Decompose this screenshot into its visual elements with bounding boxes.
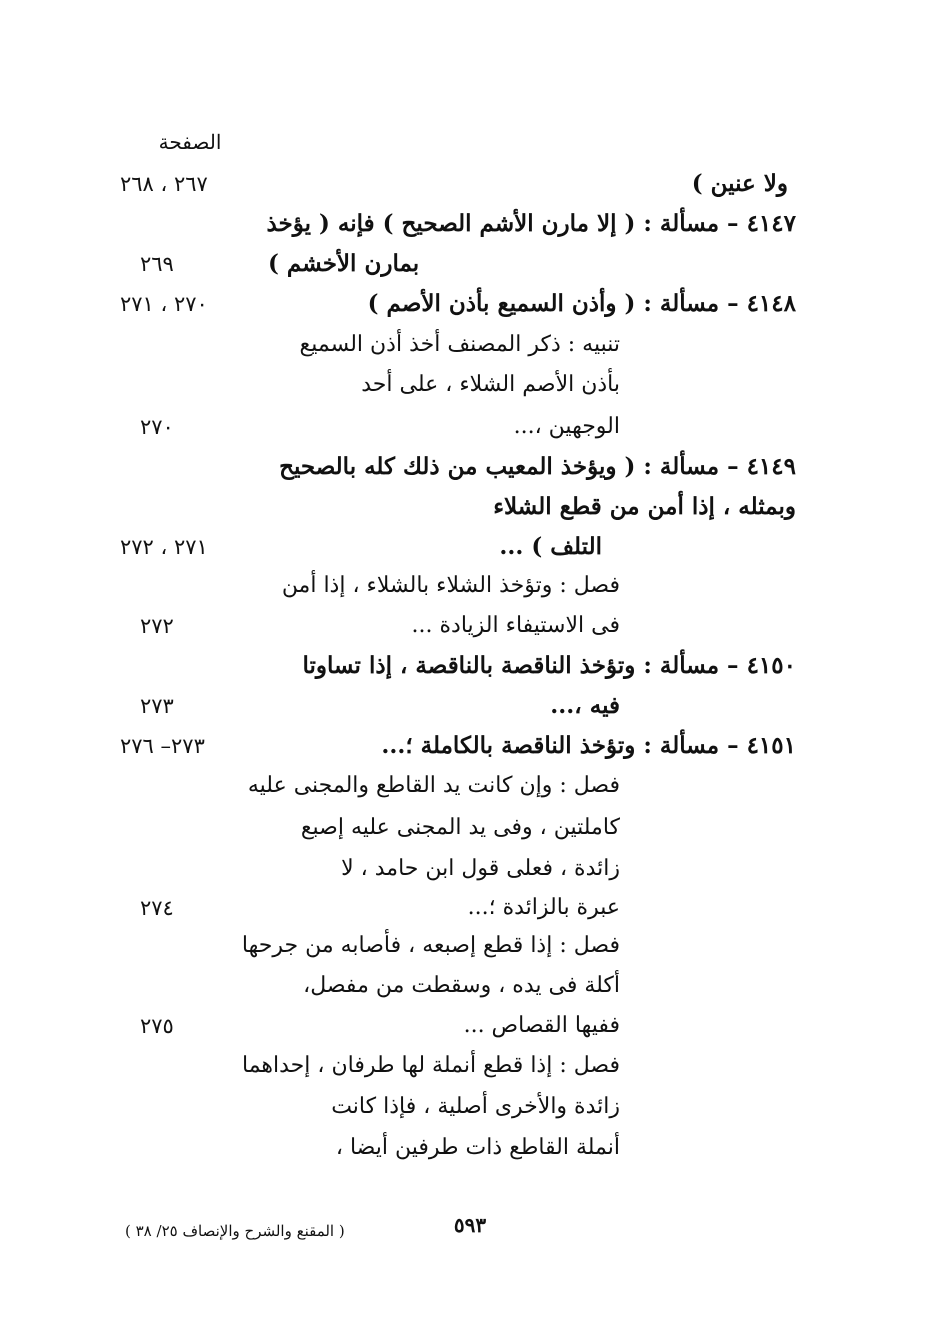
issue-line: ٤١٤٩ – مسألة : ( ويؤخذ المعيب من ذلك كله بالصحيح [279, 453, 796, 480]
page-reference: ٢٦٧ ، ٢٦٨ [120, 172, 208, 196]
section-line: فصل : وتؤخذ الشلاء بالشلاء ، إذا أمن [281, 573, 620, 598]
index-line: وبمثله ، إذا أمن من قطع الشلاء [493, 493, 796, 520]
page-reference: ٢٧١ ، ٢٧٢ [120, 535, 208, 559]
issue-line: ٤١٥٠ – مسألة : وتؤخذ الناقصة بالناقصة ، إذا تساوتا [302, 652, 796, 679]
page-reference: ٢٧٠ ، ٢٧١ [120, 292, 208, 316]
index-line: فيه ،... [550, 692, 620, 719]
page-reference: ٢٧٠ [140, 415, 174, 439]
note-line: بأذن الأصم الشلاء ، على أحد [361, 372, 620, 397]
page-number: ٥٩٣ [453, 1213, 487, 1237]
section-line: أنملة القاطع ذات طرفين أيضا ، [335, 1135, 620, 1160]
index-line: التلف ) ... [499, 533, 602, 560]
section-line: أكلة فى يده ، وسقطت من مفصل، [303, 973, 620, 998]
issue-line: ٤١٤٧ – مسألة : ( إلا مارن الأشم الصحيح ) فإنه ( يؤخذ [266, 210, 796, 237]
section-line: زائدة ، فعلى قول ابن حامد ، لا [341, 856, 620, 881]
section-line: عبرة بالزائدة ؛... [467, 895, 620, 920]
page-reference: ٢٧٣– ٢٧٦ [120, 734, 205, 758]
page-reference: ٢٧٢ [140, 614, 174, 638]
page-column-header: الصفحة [158, 130, 222, 154]
section-line: فى الاستيفاء الزيادة ... [411, 613, 620, 638]
page-reference: ٢٧٣ [140, 694, 174, 718]
page-reference: ٢٧٤ [140, 896, 174, 920]
issue-line: ٤١٥١ – مسألة : وتؤخذ الناقصة بالكاملة ؛... [381, 732, 796, 759]
issue-line: ٤١٤٨ – مسألة : ( وأذن السميع بأذن الأصم ) [367, 290, 796, 317]
book-reference: ( المقنع والشرح والإنصاف ٢٥/ ٣٨ ) [125, 1222, 345, 1240]
note-line: تنبيه : ذكر المصنف أخذ أذن السميع [299, 332, 620, 357]
section-line: فصل : إذا قطع أنملة لها طرفان ، إحداهما [241, 1053, 620, 1078]
index-line: بمارن الأخشم ) [268, 250, 420, 277]
section-line: فصل : وإن كانت يد القاطع والمجنى عليه [247, 773, 620, 798]
section-line: كاملتين ، وفى يد المجنى عليه إصبع [300, 815, 620, 840]
section-line: ففيها القصاص ... [463, 1013, 620, 1038]
section-line: فصل : إذا قطع إصبعه ، فأصابه من جرحها [241, 933, 620, 958]
section-line: زائدة والأخرى أصلية ، فإذا كانت [331, 1094, 620, 1119]
note-line: الوجهين ،... [513, 414, 620, 439]
page-reference: ٢٦٩ [140, 252, 174, 276]
page-reference: ٢٧٥ [140, 1014, 174, 1038]
index-line: ولا عنين ) [691, 170, 788, 197]
